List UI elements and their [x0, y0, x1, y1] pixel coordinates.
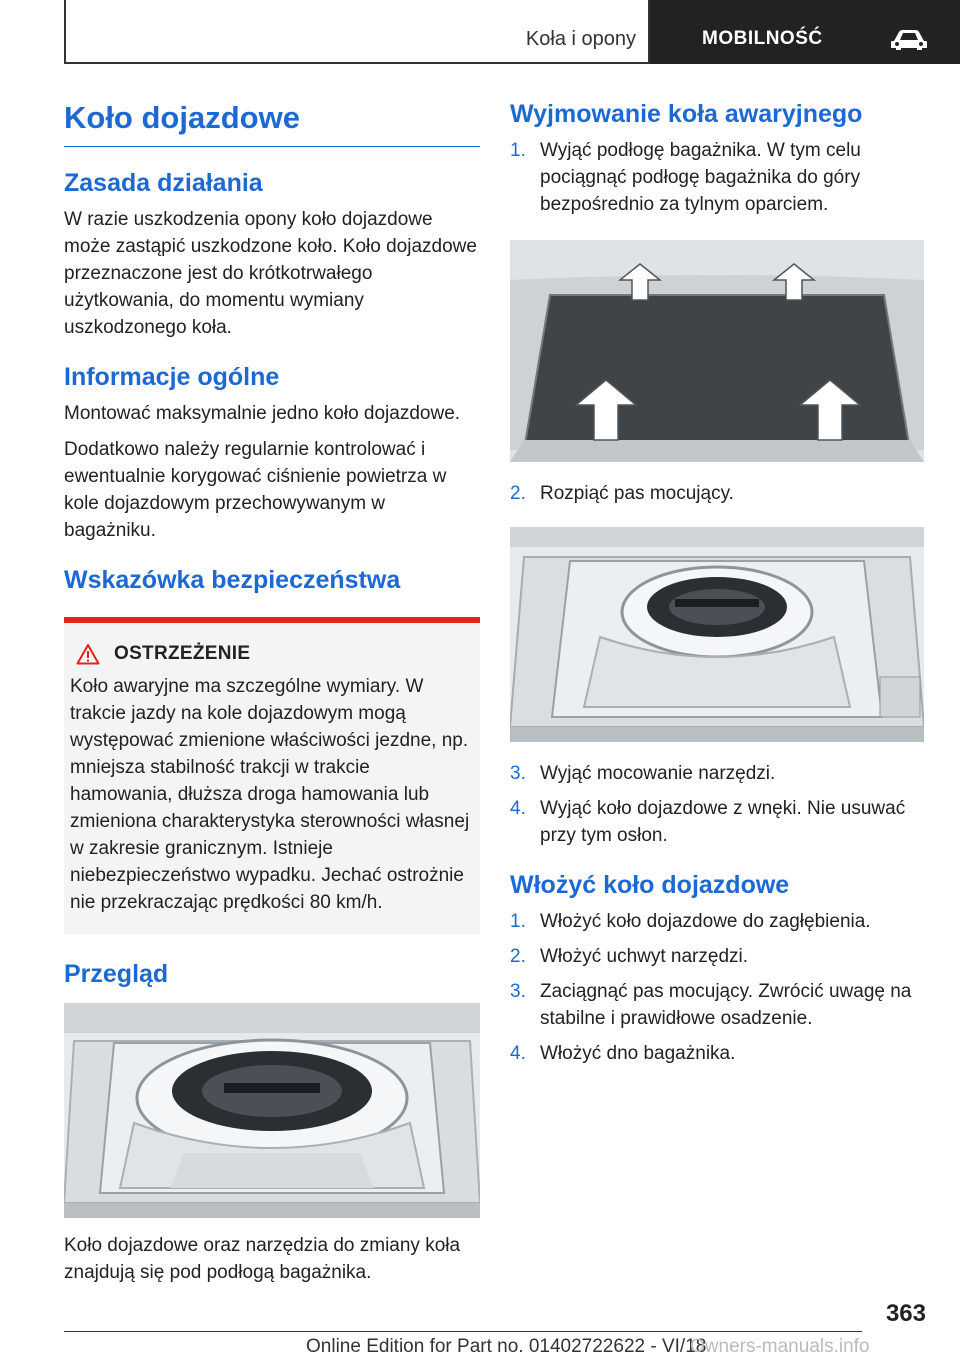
step-number: 4. — [510, 1043, 526, 1064]
step-number: 4. — [510, 798, 526, 819]
step-text: Włożyć uchwyt narzędzi. — [540, 946, 749, 967]
step-text: Wyjąć koło dojazdowe z wnęki. Nie usuwać przy tym osłon. — [540, 798, 906, 846]
step-number: 3. — [510, 981, 526, 1002]
left-column — [64, 100, 480, 1295]
list-item — [510, 795, 924, 849]
steps-list-b — [510, 480, 924, 507]
right-column — [510, 100, 924, 1075]
step-text: Wyjąć podłogę bagażnika. W tym celu pociągnąć podłogę bagażnika do góry bezpośrednio za tylnym oparciem. — [540, 140, 861, 215]
warning-title: OSTRZEŻENIE — [114, 643, 251, 664]
step-text: Wyjąć mocowanie narzędzi. — [540, 763, 776, 784]
warning-text: Koło awaryjne ma szczególne wymiary. W trakcie jazdy na kole dojazdowym mogą występować zmienione właściwości jezdne, np. mniejsza stabilność trakcji w trakcie hamowania, dłuższa droga hamowania lub zmieniona charakterystyka sterowności własnej w zakresie granicznym. Istnieje niebezpieczeństwo wypadku. Jechać ostrożnie nie przekraczając prędkości 80 km/h. — [70, 676, 470, 913]
header-section-box — [64, 0, 650, 64]
step-text: Rozpiąć pas mocujący. — [540, 483, 734, 504]
list-item — [510, 480, 924, 507]
list-item — [510, 978, 924, 1032]
footer-edition: Online Edition for Part no. 01402722622 - VI/18 — [306, 1336, 707, 1357]
warning-header — [76, 643, 474, 665]
step-number: 3. — [510, 763, 526, 784]
heading-wskazowka-bezpieczenstwa: Wskazówka bezpieczeństwa — [64, 566, 401, 594]
trunk-floor-image — [510, 240, 924, 462]
list-item — [510, 908, 924, 935]
heading-informacje-ogolne: Informacje ogólne — [64, 363, 280, 391]
page-header — [64, 0, 960, 64]
page-title: Koło dojazdowe — [64, 100, 480, 147]
header-section-title: Koła i opony — [525, 28, 636, 50]
list-item — [510, 760, 924, 787]
header-chapter-box — [650, 0, 960, 64]
image-caption: Koło dojazdowe oraz narzędzia do zmiany koła znajdują się pod podłogą bagażnika. — [64, 1235, 461, 1283]
steps-list-a — [510, 137, 924, 218]
heading-wlozyc-kolo: Włożyć koło dojazdowe — [510, 871, 790, 899]
spare-wheel-overview-image — [64, 1003, 480, 1218]
footer-watermark: Owners-manuals.info — [690, 1336, 870, 1357]
step-number: 2. — [510, 483, 526, 504]
car-icon — [890, 29, 928, 51]
steps-list-d — [510, 908, 924, 1067]
spare-wheel-well-image — [510, 527, 924, 742]
footer-divider — [64, 1331, 862, 1332]
paragraph-informacje-2: Dodatkowo należy regularnie kontrolować i ewentualnie korygować ciśnienie powietrza w kole dojazdowym przechowywanym w bagażniku. — [64, 439, 447, 541]
steps-list-c — [510, 760, 924, 849]
list-item — [510, 943, 924, 970]
step-number: 1. — [510, 140, 526, 161]
paragraph-informacje-1: Montować maksymalnie jedno koło dojazdowe. — [64, 403, 461, 424]
header-chapter-title: MOBILNOŚĆ — [702, 28, 823, 49]
step-text: Włożyć koło dojazdowe do zagłębienia. — [540, 911, 871, 932]
warning-box — [64, 617, 480, 934]
page-number: 363 — [885, 1300, 926, 1327]
paragraph-zasada-dzialania: W razie uszkodzenia opony koło dojazdowe może zastąpić uszkodzone koło. Koło dojazdowe przeznaczone jest do krótkotrwałego użytkowania, do momentu wymiany uszkodzonego koła. — [64, 209, 477, 338]
list-item — [510, 137, 924, 218]
list-item — [510, 1040, 924, 1067]
step-number: 1. — [510, 911, 526, 932]
heading-zasada-dzialania: Zasada działania — [64, 169, 263, 197]
heading-przeglad: Przegląd — [64, 960, 169, 988]
step-text: Włożyć dno bagażnika. — [540, 1043, 736, 1064]
warning-triangle-icon — [76, 643, 100, 665]
heading-wyjmowanie: Wyjmowanie koła awaryjnego — [510, 100, 863, 128]
step-text: Zaciągnąć pas mocujący. Zwrócić uwagę na stabilne i prawidłowe osadzenie. — [540, 981, 912, 1029]
step-number: 2. — [510, 946, 526, 967]
